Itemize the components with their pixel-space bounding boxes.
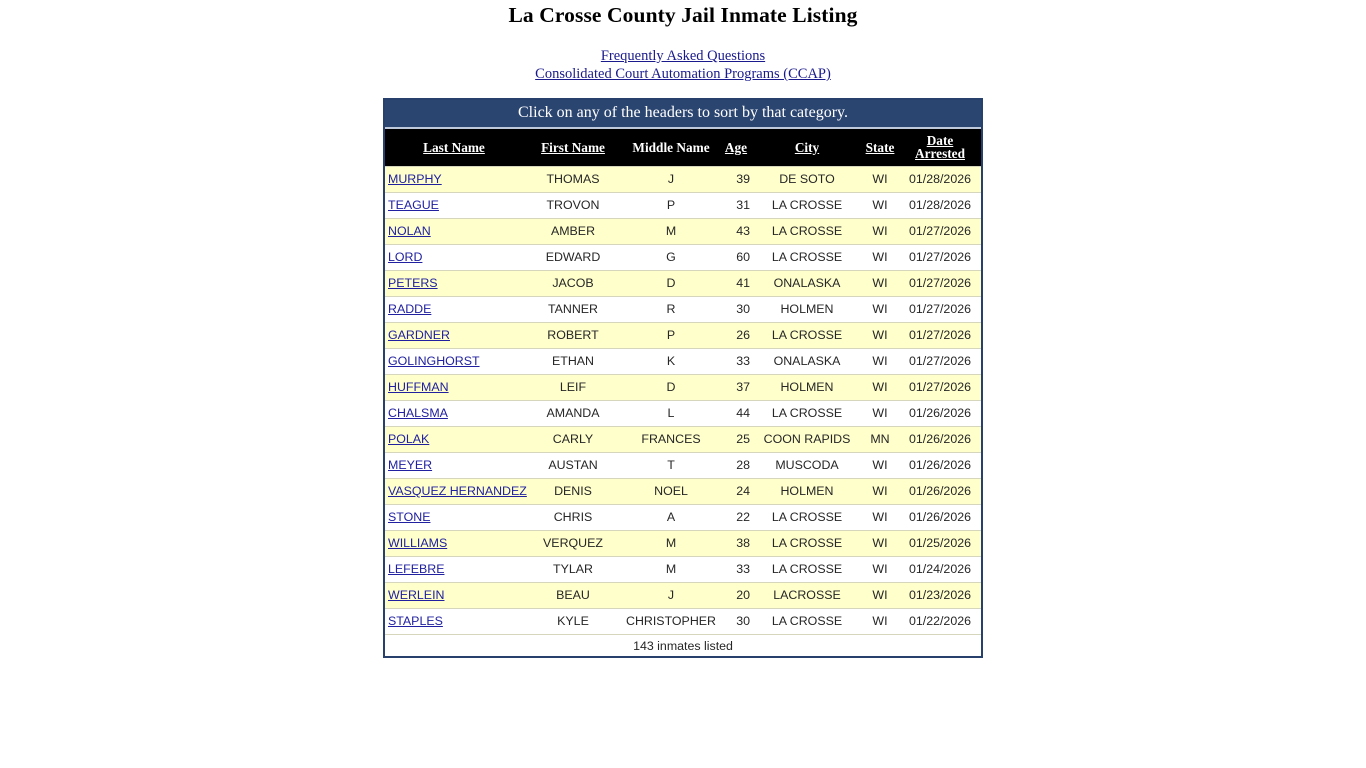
cell-middle: P bbox=[623, 193, 719, 219]
header-row bbox=[385, 129, 981, 167]
cell-age: 44 bbox=[719, 401, 753, 427]
inmate-detail-link[interactable]: POLAK bbox=[388, 432, 430, 446]
inmate-detail-link[interactable]: GARDNER bbox=[388, 328, 450, 342]
cell-age: 43 bbox=[719, 219, 753, 245]
cell-middle: CHRISTOPHER bbox=[623, 609, 719, 635]
table-row bbox=[385, 271, 981, 297]
header-date-arrested-label: Date Arrested bbox=[915, 133, 965, 161]
cell-first: CHRIS bbox=[523, 505, 623, 531]
cell-city: LA CROSSE bbox=[753, 557, 861, 583]
cell-middle: G bbox=[623, 245, 719, 271]
cell-state: WI bbox=[861, 505, 899, 531]
cell-date: 01/27/2026 bbox=[899, 271, 981, 297]
cell-middle: NOEL bbox=[623, 479, 719, 505]
header-middle-name bbox=[623, 129, 719, 167]
cell-first: LEIF bbox=[523, 375, 623, 401]
cell-middle: R bbox=[623, 297, 719, 323]
cell-city: ONALASKA bbox=[753, 349, 861, 375]
cell-age: 30 bbox=[719, 609, 753, 635]
cell-first: BEAU bbox=[523, 583, 623, 609]
table-row bbox=[385, 349, 981, 375]
header-city[interactable] bbox=[753, 129, 861, 167]
cell-date: 01/24/2026 bbox=[899, 557, 981, 583]
inmate-detail-link[interactable]: WILLIAMS bbox=[388, 536, 448, 550]
cell-age: 30 bbox=[719, 297, 753, 323]
cell-state: WI bbox=[861, 583, 899, 609]
cell-age: 39 bbox=[719, 167, 753, 193]
cell-date: 01/27/2026 bbox=[899, 219, 981, 245]
cell-middle: J bbox=[623, 167, 719, 193]
cell-date: 01/26/2026 bbox=[899, 453, 981, 479]
inmate-detail-link[interactable]: VASQUEZ HERNANDEZ bbox=[388, 484, 527, 498]
cell-last[interactable] bbox=[385, 609, 523, 635]
cell-first: AMBER bbox=[523, 219, 623, 245]
cell-city: LA CROSSE bbox=[753, 245, 861, 271]
cell-state: WI bbox=[861, 557, 899, 583]
cell-state: WI bbox=[861, 167, 899, 193]
cell-first: EDWARD bbox=[523, 245, 623, 271]
inmate-detail-link[interactable]: LORD bbox=[388, 250, 423, 264]
header-age[interactable] bbox=[719, 129, 753, 167]
header-first-name-label: First Name bbox=[541, 139, 605, 155]
cell-first: AUSTAN bbox=[523, 453, 623, 479]
cell-date: 01/27/2026 bbox=[899, 245, 981, 271]
header-first-name[interactable] bbox=[523, 129, 623, 167]
cell-age: 26 bbox=[719, 323, 753, 349]
table-row bbox=[385, 375, 981, 401]
cell-last[interactable] bbox=[385, 193, 523, 219]
table-row bbox=[385, 583, 981, 609]
table-row bbox=[385, 297, 981, 323]
cell-date: 01/27/2026 bbox=[899, 349, 981, 375]
inmate-detail-link[interactable]: NOLAN bbox=[388, 224, 431, 238]
cell-state: WI bbox=[861, 531, 899, 557]
cell-last[interactable] bbox=[385, 479, 527, 505]
cell-middle: M bbox=[623, 531, 719, 557]
sort-instruction-banner: Click on any of the headers to sort by that category. bbox=[385, 100, 981, 129]
cell-city: LACROSSE bbox=[753, 583, 861, 609]
cell-city: HOLMEN bbox=[753, 297, 861, 323]
cell-middle: M bbox=[623, 557, 719, 583]
table-row bbox=[385, 245, 981, 271]
cell-date: 01/26/2026 bbox=[899, 479, 981, 505]
cell-date: 01/28/2026 bbox=[899, 167, 981, 193]
table-row bbox=[385, 557, 981, 583]
inmate-detail-link[interactable]: WERLEIN bbox=[388, 588, 445, 602]
cell-state: WI bbox=[861, 401, 899, 427]
cell-last[interactable] bbox=[385, 531, 523, 557]
inmate-table bbox=[385, 129, 981, 635]
cell-last[interactable] bbox=[385, 401, 523, 427]
inmate-detail-link[interactable]: CHALSMA bbox=[388, 406, 448, 420]
cell-date: 01/27/2026 bbox=[899, 323, 981, 349]
cell-first: CARLY bbox=[523, 427, 623, 453]
cell-date: 01/22/2026 bbox=[899, 609, 981, 635]
cell-city: LA CROSSE bbox=[753, 219, 861, 245]
table-row bbox=[385, 531, 981, 557]
cell-middle: M bbox=[623, 219, 719, 245]
cell-date: 01/28/2026 bbox=[899, 193, 981, 219]
cell-age: 28 bbox=[719, 453, 753, 479]
cell-age: 24 bbox=[719, 479, 753, 505]
cell-middle: D bbox=[623, 375, 719, 401]
cell-first: VERQUEZ bbox=[523, 531, 623, 557]
header-last-name-label: Last Name bbox=[423, 139, 485, 155]
cell-state: WI bbox=[861, 297, 899, 323]
cell-age: 41 bbox=[719, 271, 753, 297]
cell-last[interactable] bbox=[385, 323, 523, 349]
inmate-detail-link[interactable]: PETERS bbox=[388, 276, 438, 290]
cell-first: THOMAS bbox=[523, 167, 623, 193]
inmate-detail-link[interactable]: MEYER bbox=[388, 458, 433, 472]
table-row bbox=[385, 193, 981, 219]
cell-age: 22 bbox=[719, 505, 753, 531]
cell-first: ROBERT bbox=[523, 323, 623, 349]
cell-age: 33 bbox=[719, 557, 753, 583]
cell-first: TROVON bbox=[523, 193, 623, 219]
page-title: La Crosse County Jail Inmate Listing bbox=[508, 3, 858, 27]
cell-last[interactable] bbox=[385, 219, 523, 245]
inmate-table-body bbox=[385, 167, 981, 635]
cell-city: MUSCODA bbox=[753, 453, 861, 479]
table-row bbox=[385, 479, 981, 505]
cell-date: 01/26/2026 bbox=[899, 401, 981, 427]
inmate-detail-link[interactable]: STAPLES bbox=[388, 614, 443, 628]
cell-city: LA CROSSE bbox=[753, 505, 861, 531]
header-date-arrested[interactable] bbox=[899, 129, 981, 167]
cell-city: LA CROSSE bbox=[753, 609, 861, 635]
header-last-name[interactable] bbox=[385, 129, 523, 167]
header-state[interactable] bbox=[861, 129, 899, 167]
cell-city: HOLMEN bbox=[753, 479, 861, 505]
cell-state: WI bbox=[861, 349, 899, 375]
inmate-detail-link[interactable]: RADDE bbox=[388, 302, 432, 316]
cell-first: DENIS bbox=[523, 479, 623, 505]
cell-city: HOLMEN bbox=[753, 375, 861, 401]
cell-last[interactable] bbox=[385, 297, 523, 323]
cell-state: WI bbox=[861, 375, 899, 401]
cell-middle: P bbox=[623, 323, 719, 349]
inmate-listing-panel bbox=[383, 98, 983, 658]
cell-date: 01/27/2026 bbox=[899, 375, 981, 401]
cell-first: KYLE bbox=[523, 609, 623, 635]
cell-last[interactable] bbox=[385, 583, 523, 609]
cell-age: 33 bbox=[719, 349, 753, 375]
cell-age: 20 bbox=[719, 583, 753, 609]
inmate-table-header bbox=[385, 129, 981, 167]
cell-last[interactable] bbox=[385, 271, 523, 297]
table-row bbox=[385, 167, 981, 193]
cell-middle: D bbox=[623, 271, 719, 297]
cell-age: 38 bbox=[719, 531, 753, 557]
cell-last[interactable] bbox=[385, 505, 523, 531]
cell-age: 25 bbox=[719, 427, 753, 453]
inmate-detail-link[interactable]: TEAGUE bbox=[388, 198, 439, 212]
cell-date: 01/23/2026 bbox=[899, 583, 981, 609]
cell-state: WI bbox=[861, 323, 899, 349]
cell-state: MN bbox=[861, 427, 899, 453]
cell-middle: J bbox=[623, 583, 719, 609]
cell-first: JACOB bbox=[523, 271, 623, 297]
header-middle-name-label: Middle Name bbox=[632, 139, 710, 155]
cell-middle: FRANCES bbox=[623, 427, 719, 453]
inmate-detail-link[interactable]: LEFEBRE bbox=[388, 562, 445, 576]
cell-last[interactable] bbox=[385, 167, 523, 193]
cell-last[interactable] bbox=[385, 453, 523, 479]
table-row bbox=[385, 453, 981, 479]
inmate-detail-link[interactable]: HUFFMAN bbox=[388, 380, 449, 394]
cell-date: 01/26/2026 bbox=[899, 427, 981, 453]
table-row bbox=[385, 219, 981, 245]
inmate-detail-link[interactable]: GOLINGHORST bbox=[388, 354, 480, 368]
ccap-link[interactable]: Consolidated Court Automation Programs (CCAP) bbox=[535, 66, 831, 82]
header-state-label: State bbox=[865, 139, 895, 155]
cell-middle: L bbox=[623, 401, 719, 427]
cell-state: WI bbox=[861, 193, 899, 219]
table-row bbox=[385, 401, 981, 427]
cell-first: TANNER bbox=[523, 297, 623, 323]
cell-last[interactable] bbox=[385, 375, 523, 401]
header-age-label: Age bbox=[724, 139, 748, 155]
cell-state: WI bbox=[861, 479, 899, 505]
cell-age: 37 bbox=[719, 375, 753, 401]
cell-city: ONALASKA bbox=[753, 271, 861, 297]
cell-state: WI bbox=[861, 453, 899, 479]
cell-date: 01/25/2026 bbox=[899, 531, 981, 557]
cell-last[interactable] bbox=[385, 557, 523, 583]
cell-age: 31 bbox=[719, 193, 753, 219]
cell-middle: A bbox=[623, 505, 719, 531]
cell-first: ETHAN bbox=[523, 349, 623, 375]
top-links bbox=[0, 47, 1366, 83]
table-row bbox=[385, 609, 981, 635]
table-row bbox=[385, 505, 981, 531]
cell-last[interactable] bbox=[385, 349, 523, 375]
cell-state: WI bbox=[861, 609, 899, 635]
cell-middle: K bbox=[623, 349, 719, 375]
cell-city: LA CROSSE bbox=[753, 193, 861, 219]
cell-middle: T bbox=[623, 453, 719, 479]
cell-state: WI bbox=[861, 245, 899, 271]
cell-city: COON RAPIDS bbox=[753, 427, 861, 453]
inmate-detail-link[interactable]: STONE bbox=[388, 510, 431, 524]
table-row bbox=[385, 427, 981, 453]
cell-city: LA CROSSE bbox=[753, 323, 861, 349]
cell-city: LA CROSSE bbox=[753, 401, 861, 427]
cell-state: WI bbox=[861, 271, 899, 297]
cell-first: AMANDA bbox=[523, 401, 623, 427]
cell-first: TYLAR bbox=[523, 557, 623, 583]
cell-last[interactable] bbox=[385, 245, 523, 271]
cell-date: 01/27/2026 bbox=[899, 297, 981, 323]
cell-city: LA CROSSE bbox=[753, 531, 861, 557]
cell-age: 60 bbox=[719, 245, 753, 271]
cell-city: DE SOTO bbox=[753, 167, 861, 193]
cell-date: 01/26/2026 bbox=[899, 505, 981, 531]
cell-last[interactable] bbox=[385, 427, 523, 453]
cell-state: WI bbox=[861, 219, 899, 245]
inmate-detail-link[interactable]: MURPHY bbox=[388, 172, 442, 186]
faq-link[interactable]: Frequently Asked Questions bbox=[600, 48, 766, 64]
header-city-label: City bbox=[794, 139, 820, 155]
inmate-count-footer: 143 inmates listed bbox=[385, 635, 981, 656]
table-row bbox=[385, 323, 981, 349]
